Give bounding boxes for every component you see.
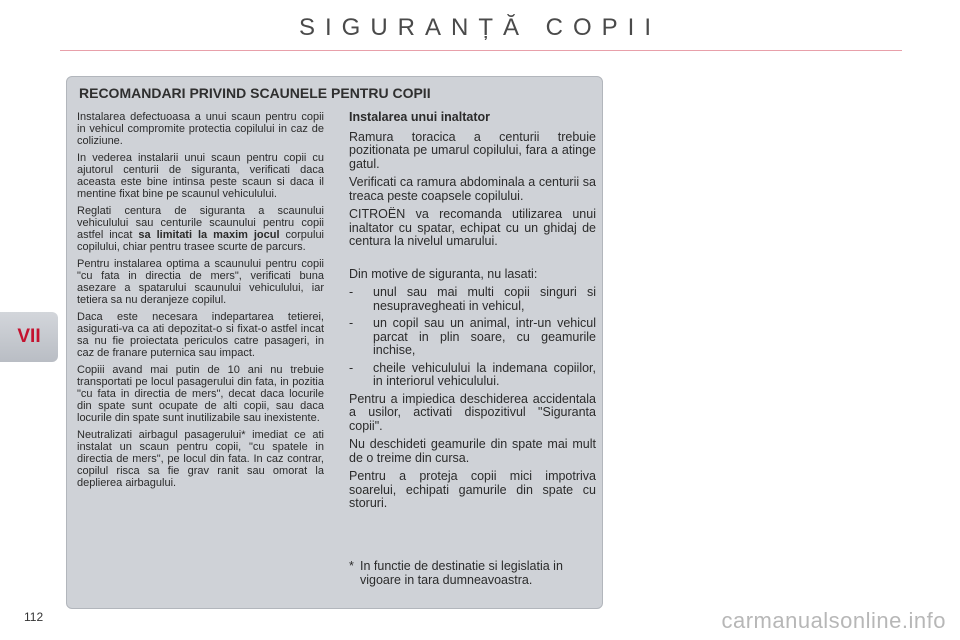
list-item [349, 286, 596, 313]
paragraph: Din motive de siguranta, nu lasati: [349, 266, 538, 281]
bold-text: sa limitati la maxim jocul [138, 229, 280, 241]
title-divider [60, 50, 902, 51]
paragraph: Instalarea defectuoasa a unui scaun pentru copii in vehicul compromite protectia copilului in caz de coliziune. [77, 111, 324, 147]
paragraph: In vederea instalarii unui scaun pentru copii cu ajutorul centurii de siguranta, verificati daca aceasta este bine intinsa peste scaun si daca il mentine fixat bine pe scaunul vehiculului. [77, 152, 324, 200]
paragraph [77, 205, 324, 253]
list-item [349, 362, 596, 389]
paragraph: Neutralizati airbagul pasagerului* imediat ce ati instalat un scaun pentru copii, "cu spatele in directia de mers", pe locul din fata. In caz contrar, copilul risca sa fie grav ranit sau omorat la deplierea airbagului. [77, 429, 324, 489]
list-marker: - [349, 316, 354, 330]
chapter-tab[interactable] [0, 312, 58, 362]
chapter-label: VII [17, 326, 41, 347]
paragraph: Pentru a impiedica deschiderea accidentala a usilor, activati dispozitivul "Siguranta copii". [349, 391, 596, 433]
watermark-text: carmanualsonline.info [721, 608, 946, 633]
footnote-text: In functie de destinatie si legislatia in vigoare in tara dumneavoastra. [360, 559, 563, 587]
list-marker: - [349, 360, 354, 375]
paragraph: Nu deschideti geamurile din spate mai mult de o treime din cursa. [349, 437, 596, 465]
paragraph: Pentru instalarea optima a scaunului pentru copii "cu fata in directia de mers", verificati buna asezare a spatarului scaunului vehiculului, iar tetiera sa nu deranjeze copilul. [77, 258, 324, 306]
list-text: un copil sau un animal, intr-un vehicul parcat in plin soare, cu geamurile inchise, [373, 316, 596, 357]
right-column [349, 111, 596, 516]
spacer [349, 254, 596, 268]
left-column [77, 111, 324, 494]
text-run: corpului copilului, chiar pentru trasee scurte de parcurs. [77, 229, 325, 253]
paragraph: CITROËN va recomanda utilizarea unui inaltator cu spatar, echipat cu un ghidaj de centura la nivelul umarului. [349, 207, 596, 248]
paragraph: Copiii avand mai putin de 10 ani nu trebuie transportati pe locul pasagerului din fata, in pozitia "cu fata in directia de mers", decat daca locurile din spate sunt ocupate de alti copii, sau daca locurile din spate sunt inutilizabile sau inexistente. [77, 364, 324, 424]
paragraph: Ramura toracica a centurii trebuie pozitionata pe umarul copilului, fara a atinge gatul. [349, 129, 596, 171]
list-text: cheile vehiculului la indemana copiilor, in interiorul vehiculului. [373, 360, 596, 388]
footnote-marker: * [349, 559, 354, 573]
recommendations-box [66, 76, 603, 609]
page-number: 112 [24, 610, 44, 624]
section-title: RECOMANDARI PRIVIND SCAUNELE PENTRU COPII [79, 85, 431, 101]
subsection-heading: Instalarea unui inaltator [349, 110, 491, 124]
list-item [349, 317, 596, 358]
footnote [349, 560, 599, 587]
list-marker: - [349, 285, 354, 299]
page-title: SIGURANȚĂ COPII [298, 14, 662, 41]
list-text: unul sau mai multi copii singuri si nesupravegheati in vehicul, [373, 285, 596, 313]
text-run: Reglati centura de siguranta a scaunului vehiculului sau centurile scaunului pentru copii astfel incat [77, 205, 324, 241]
paragraph: Verificati ca ramura abdominala a centurii sa treaca peste coapsele copilului. [349, 175, 596, 203]
paragraph: Daca este necesara indepartarea tetierei, asigurati-va ca ati depozitat-o si fixat-o astfel incat sa nu fie proiectata periculos catre pasageri, in caz de franare puternica sau impact. [77, 311, 324, 359]
paragraph: Pentru a proteja copii mici impotriva soarelui, echipati gamurile din spate cu storuri. [349, 469, 596, 510]
